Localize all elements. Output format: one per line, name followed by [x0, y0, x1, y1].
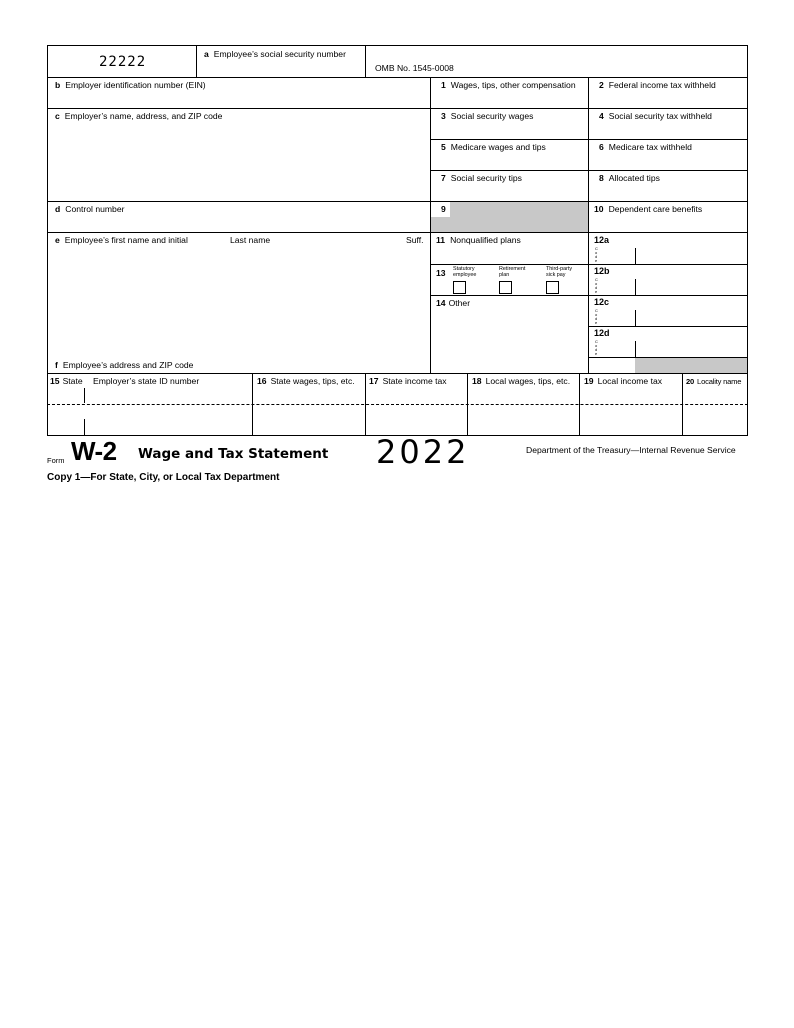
box-12c-label: 12c: [594, 297, 610, 307]
wages-field[interactable]: [436, 93, 584, 106]
box-d-label: d Control number: [55, 204, 125, 214]
box-15-label: 15 State: [50, 376, 83, 386]
box-14-label: 14 Other: [436, 298, 471, 308]
state-row-divider: [47, 404, 748, 405]
federal-tax-field[interactable]: [594, 93, 744, 106]
box-12b-code-field[interactable]: [601, 280, 633, 293]
statutory-employee-checkbox[interactable]: [453, 281, 466, 294]
box-12d-code-field[interactable]: [601, 342, 633, 355]
box-12b-amount-field[interactable]: [639, 280, 745, 293]
box-18-label: 18 Local wages, tips, etc.: [472, 376, 571, 386]
box-e-label: e Employee’s first name and initial: [55, 235, 188, 245]
box-2-label: 2 Federal income tax withheld: [599, 80, 716, 90]
box-12a-code-field[interactable]: [601, 249, 633, 262]
state-row-2-local-wages-field[interactable]: [470, 420, 576, 433]
allocated-tips-field[interactable]: [594, 186, 744, 199]
box-c-label: c Employer’s name, address, and ZIP code: [55, 111, 223, 121]
third-party-sick-pay-checkbox[interactable]: [546, 281, 559, 294]
suffix-label: Suff.: [406, 235, 424, 245]
box-12d-label: 12d: [594, 328, 610, 338]
other-field[interactable]: [436, 312, 584, 370]
state-row-2-tax-field[interactable]: [368, 420, 464, 433]
state-row-1-id-field[interactable]: [88, 389, 248, 402]
agency-name: Department of the Treasury—Internal Revenue Service: [526, 445, 736, 455]
box-20-label: 20 Locality name: [686, 377, 742, 386]
copy-label: Copy 1—For State, City, or Local Tax Department: [47, 472, 280, 483]
state-row-2-id-field[interactable]: [88, 420, 248, 433]
box-7-label: 7 Social security tips: [441, 173, 522, 183]
nonqualified-plans-field[interactable]: [436, 249, 584, 262]
box-12a-code-label: C o d e: [595, 246, 598, 263]
form-word: Form: [47, 456, 65, 465]
state-row-1-local-tax-field[interactable]: [582, 389, 679, 402]
box-12a-amount-field[interactable]: [639, 249, 745, 262]
form-title: Wage and Tax Statement: [138, 446, 329, 462]
retirement-plan-label: Retirement plan: [499, 266, 526, 278]
tax-year: 2022: [376, 433, 470, 471]
box-12d-amount-field[interactable]: [639, 342, 745, 355]
state-row-1-local-wages-field[interactable]: [470, 389, 576, 402]
form-name: W-2: [71, 436, 117, 466]
box-12d-code-label: C o d e: [595, 339, 598, 356]
employer-name-address-field[interactable]: [55, 124, 425, 198]
employer-ein-field[interactable]: [55, 93, 425, 106]
box-6-label: 6 Medicare tax withheld: [599, 142, 692, 152]
employee-ssn-field[interactable]: [204, 62, 362, 75]
box-13-number: 13: [436, 268, 446, 278]
box-12b-code-label: C o d e: [595, 277, 598, 294]
box-16-label: 16 State wages, tips, etc.: [257, 376, 355, 386]
state-row-1-tax-field[interactable]: [368, 389, 464, 402]
box-12c-code-field[interactable]: [601, 311, 633, 324]
box-3-label: 3 Social security wages: [441, 111, 534, 121]
box-11-label: 11 Nonqualified plans: [436, 235, 521, 245]
box-b-label: b Employer identification number (EIN): [55, 80, 206, 90]
ss-tax-field[interactable]: [594, 124, 744, 137]
state-row-2-local-tax-field[interactable]: [582, 420, 679, 433]
box-8-label: 8 Allocated tips: [599, 173, 660, 183]
last-name-label: Last name: [230, 235, 271, 245]
state-row-1-locality-field[interactable]: [685, 389, 745, 402]
box-12c-code-label: C o d e: [595, 308, 598, 325]
box-17-label: 17 State income tax: [369, 376, 447, 386]
box-a-label: a Employee’s social security number: [204, 49, 346, 59]
box-f-label: f Employee’s address and ZIP code: [55, 360, 194, 370]
retirement-plan-checkbox[interactable]: [499, 281, 512, 294]
employee-name-field[interactable]: [55, 249, 425, 353]
box-12c-amount-field[interactable]: [639, 311, 745, 324]
box-5-label: 5 Medicare wages and tips: [441, 142, 546, 152]
box-12a-label: 12a: [594, 235, 610, 245]
omb-number: OMB No. 1545-0008: [375, 63, 454, 73]
medicare-wages-field[interactable]: [436, 155, 584, 168]
ss-wages-field[interactable]: [436, 124, 584, 137]
medicare-tax-field[interactable]: [594, 155, 744, 168]
box-1-label: 1 Wages, tips, other compensation: [441, 80, 576, 90]
control-code: 22222: [99, 54, 147, 70]
employer-state-id-label: Employer’s state ID number: [93, 376, 200, 386]
state-row-1-state-field[interactable]: [49, 389, 82, 402]
box-9-label: 9: [441, 204, 446, 214]
box-10-label: 10 Dependent care benefits: [594, 204, 703, 214]
state-row-2-state-field[interactable]: [49, 420, 82, 433]
state-row-2-locality-field[interactable]: [685, 420, 745, 433]
control-number-field[interactable]: [55, 217, 425, 230]
statutory-employee-label: Statutory employee: [453, 266, 477, 278]
box-12b-label: 12b: [594, 266, 610, 276]
dependent-care-field[interactable]: [594, 217, 744, 230]
state-row-1-wages-field[interactable]: [255, 389, 362, 402]
ss-tips-field[interactable]: [436, 186, 584, 199]
state-row-2-wages-field[interactable]: [255, 420, 362, 433]
third-party-sick-pay-label: Third-party sick pay: [546, 266, 573, 278]
box-4-label: 4 Social security tax withheld: [599, 111, 712, 121]
box-19-label: 19 Local income tax: [584, 376, 663, 386]
